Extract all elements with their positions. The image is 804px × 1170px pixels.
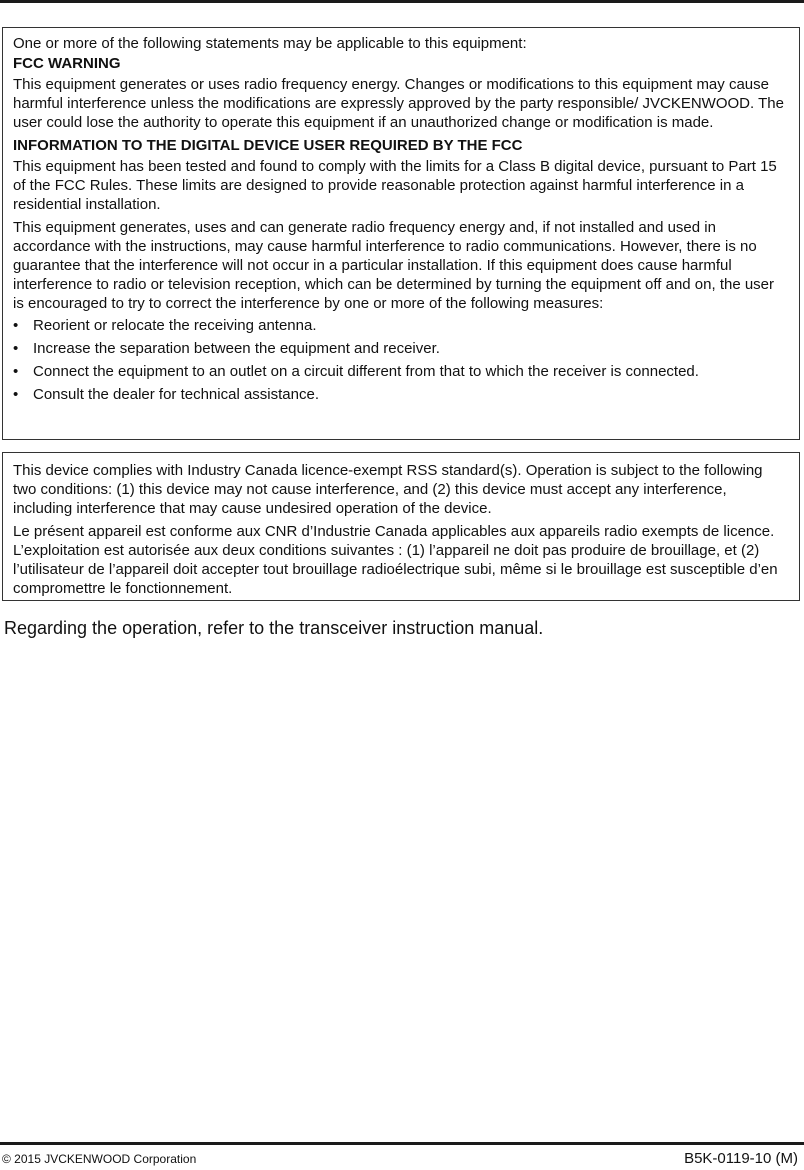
measure-text: Connect the equipment to an outlet on a circuit different from that to which the receiver is connected. bbox=[33, 363, 699, 380]
document-code: B5K-0119-10 (M) bbox=[684, 1150, 798, 1167]
fcc-intro: One or more of the following statements may be applicable to this equipment: bbox=[13, 35, 527, 52]
measure-text: Reorient or relocate the receiving antenna. bbox=[33, 317, 317, 334]
measure-text: Increase the separation between the equipment and receiver. bbox=[33, 340, 440, 357]
fcc-warning-text: This equipment generates or uses radio frequency energy. Changes or modifications to this equipment may cause harmful interference unless the modifications are expressly approved by the party responsible/ JVCKENWOOD. The user could lose the authority to operate this equipment if an unauthorized change or modification is made. bbox=[13, 76, 784, 131]
fcc-info-text-1: This equipment has been tested and found to comply with the limits for a Class B digital device, pursuant to Part 15 of the FCC Rules. These limits are designed to provide reasonable protection against harmful interference in a residential installation. bbox=[13, 158, 777, 213]
top-rule bbox=[0, 0, 804, 3]
copyright: © 2015 JVCKENWOOD Corporation bbox=[2, 1152, 197, 1166]
bullet-icon: • bbox=[13, 363, 19, 380]
ic-english-text: This device complies with Industry Canada licence-exempt RSS standard(s). Operation is subject to the following two conditions: (1) this device may not cause interference, and (2) this device must accept any interference, including interference that may cause undesired operation of the device. bbox=[13, 462, 763, 517]
fcc-info-heading: INFORMATION TO THE DIGITAL DEVICE USER REQUIRED BY THE FCC bbox=[13, 137, 523, 154]
operation-note: Regarding the operation, refer to the transceiver instruction manual. bbox=[4, 618, 544, 638]
bottom-rule bbox=[0, 1142, 804, 1145]
bullet-icon: • bbox=[13, 317, 19, 334]
bullet-icon: • bbox=[13, 340, 19, 357]
fcc-info-text-2: This equipment generates, uses and can generate radio frequency energy and, if not installed and used in accordance with the instructions, may cause harmful interference to radio communications. However, there is no guarantee that the interference will not occur in a particular installation. If this equipment does cause harmful interference to radio or television reception, which can be determined by turning the equipment off and on, the user is encouraged to try to correct the interference by one or more of the following measures: bbox=[13, 219, 775, 312]
fcc-warning-heading: FCC WARNING bbox=[13, 55, 121, 72]
bullet-icon: • bbox=[13, 386, 19, 403]
ic-french-text: Le présent appareil est conforme aux CNR d’Industrie Canada applicables aux appareils radio exempts de licence. L’exploitation est autorisée aux deux conditions suivantes : (1) l’appareil ne doit pas produire de brouillage, et (2) l’utilisateur de l’appareil doit accepter tout brouillage radioélectrique subi, même si le brouillage est susceptible d’en compromettre le fonctionnement. bbox=[13, 523, 778, 597]
measures-list bbox=[13, 316, 789, 404]
fcc-statement-box bbox=[2, 27, 800, 440]
list-item bbox=[13, 316, 789, 335]
industry-canada-box bbox=[2, 452, 800, 601]
measure-text: Consult the dealer for technical assistance. bbox=[33, 386, 319, 403]
list-item bbox=[13, 362, 789, 381]
list-item bbox=[13, 339, 789, 358]
list-item bbox=[13, 385, 789, 404]
